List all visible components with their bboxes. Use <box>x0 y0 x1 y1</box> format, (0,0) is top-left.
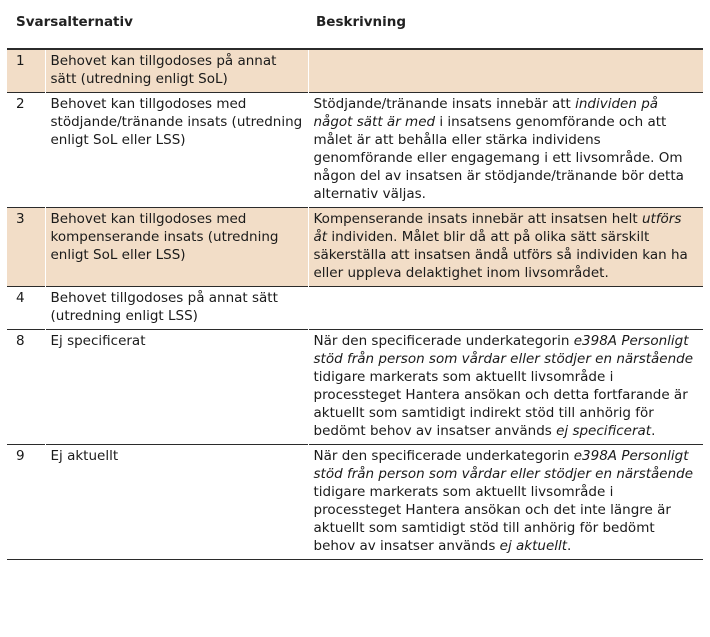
row-description <box>308 287 703 330</box>
description-text: När den specificerade underkategorin <box>313 333 574 349</box>
description-emphasis: ej aktuellt <box>499 538 568 554</box>
description-emphasis: individen på något sätt är med <box>313 96 659 130</box>
row-number: 4 <box>7 287 45 330</box>
row-description <box>308 93 703 208</box>
header-description: Beskrivning <box>308 6 703 49</box>
description-emphasis: ej specificerat <box>556 423 652 439</box>
description-text: . <box>567 538 572 554</box>
table-row <box>7 287 703 330</box>
row-description <box>308 49 703 93</box>
row-description <box>308 330 703 445</box>
description-text: Kompenserande insats innebär att insatsen helt <box>313 211 642 227</box>
row-option: Behovet kan tillgodoses med kompenserande insats (utredning enligt SoL eller LSS) <box>45 208 308 287</box>
row-option: Ej aktuellt <box>45 445 308 560</box>
row-number: 9 <box>7 445 45 560</box>
description-emphasis: utförs åt <box>313 211 682 245</box>
row-option: Behovet tillgodoses på annat sätt (utredning enligt LSS) <box>45 287 308 330</box>
row-option: Ej specificerat <box>45 330 308 445</box>
description-text: tidigare markerats som aktuellt livsområde i processteget Hantera ansökan och det inte längre är aktuellt som samtidigt stöd till anhörig för bedömt behov av insatser används <box>313 484 671 554</box>
description-text: i insatsens genomförande och att målet är att behålla eller stärka individens genomförande eller engagemang i ett livsområde. Om någon del av insatsen är stödjande/tränande bör detta alternativ väljas. <box>313 114 684 202</box>
row-number: 2 <box>7 93 45 208</box>
row-description <box>308 445 703 560</box>
row-number: 8 <box>7 330 45 445</box>
row-option: Behovet kan tillgodoses på annat sätt (utredning enligt SoL) <box>45 49 308 93</box>
table-row <box>7 49 703 93</box>
table-row <box>7 93 703 208</box>
table-row <box>7 208 703 287</box>
table-header-row <box>7 6 703 49</box>
description-text: Stödjande/tränande insats innebär att <box>313 96 576 112</box>
table-row <box>7 445 703 560</box>
row-option: Behovet kan tillgodoses med stödjande/tränande insats (utredning enligt SoL eller LSS) <box>45 93 308 208</box>
description-emphasis: e398A Personligt stöd från person som vårdar eller stödjer en närstående <box>313 448 694 482</box>
table-row <box>7 330 703 445</box>
row-description <box>308 208 703 287</box>
description-text: . <box>651 423 656 439</box>
response-options-table <box>7 6 703 560</box>
header-response-option: Svarsalternativ <box>7 6 308 49</box>
description-text: individen. Målet blir då att på olika sätt särskilt säkerställa att insatsen ändå utförs så individen kan ha eller uppleva delaktighet inom livsområdet. <box>313 229 688 281</box>
description-text: När den specificerade underkategorin <box>313 448 574 464</box>
row-number: 3 <box>7 208 45 287</box>
description-emphasis: e398A Personligt stöd från person som vårdar eller stödjer en närstående <box>313 333 694 367</box>
description-text: tidigare markerats som aktuellt livsområde i processteget Hantera ansökan och detta fortfarande är aktuellt som samtidigt indirekt stöd till anhörig för bedömt behov av insatser används <box>313 369 688 439</box>
row-number: 1 <box>7 49 45 93</box>
